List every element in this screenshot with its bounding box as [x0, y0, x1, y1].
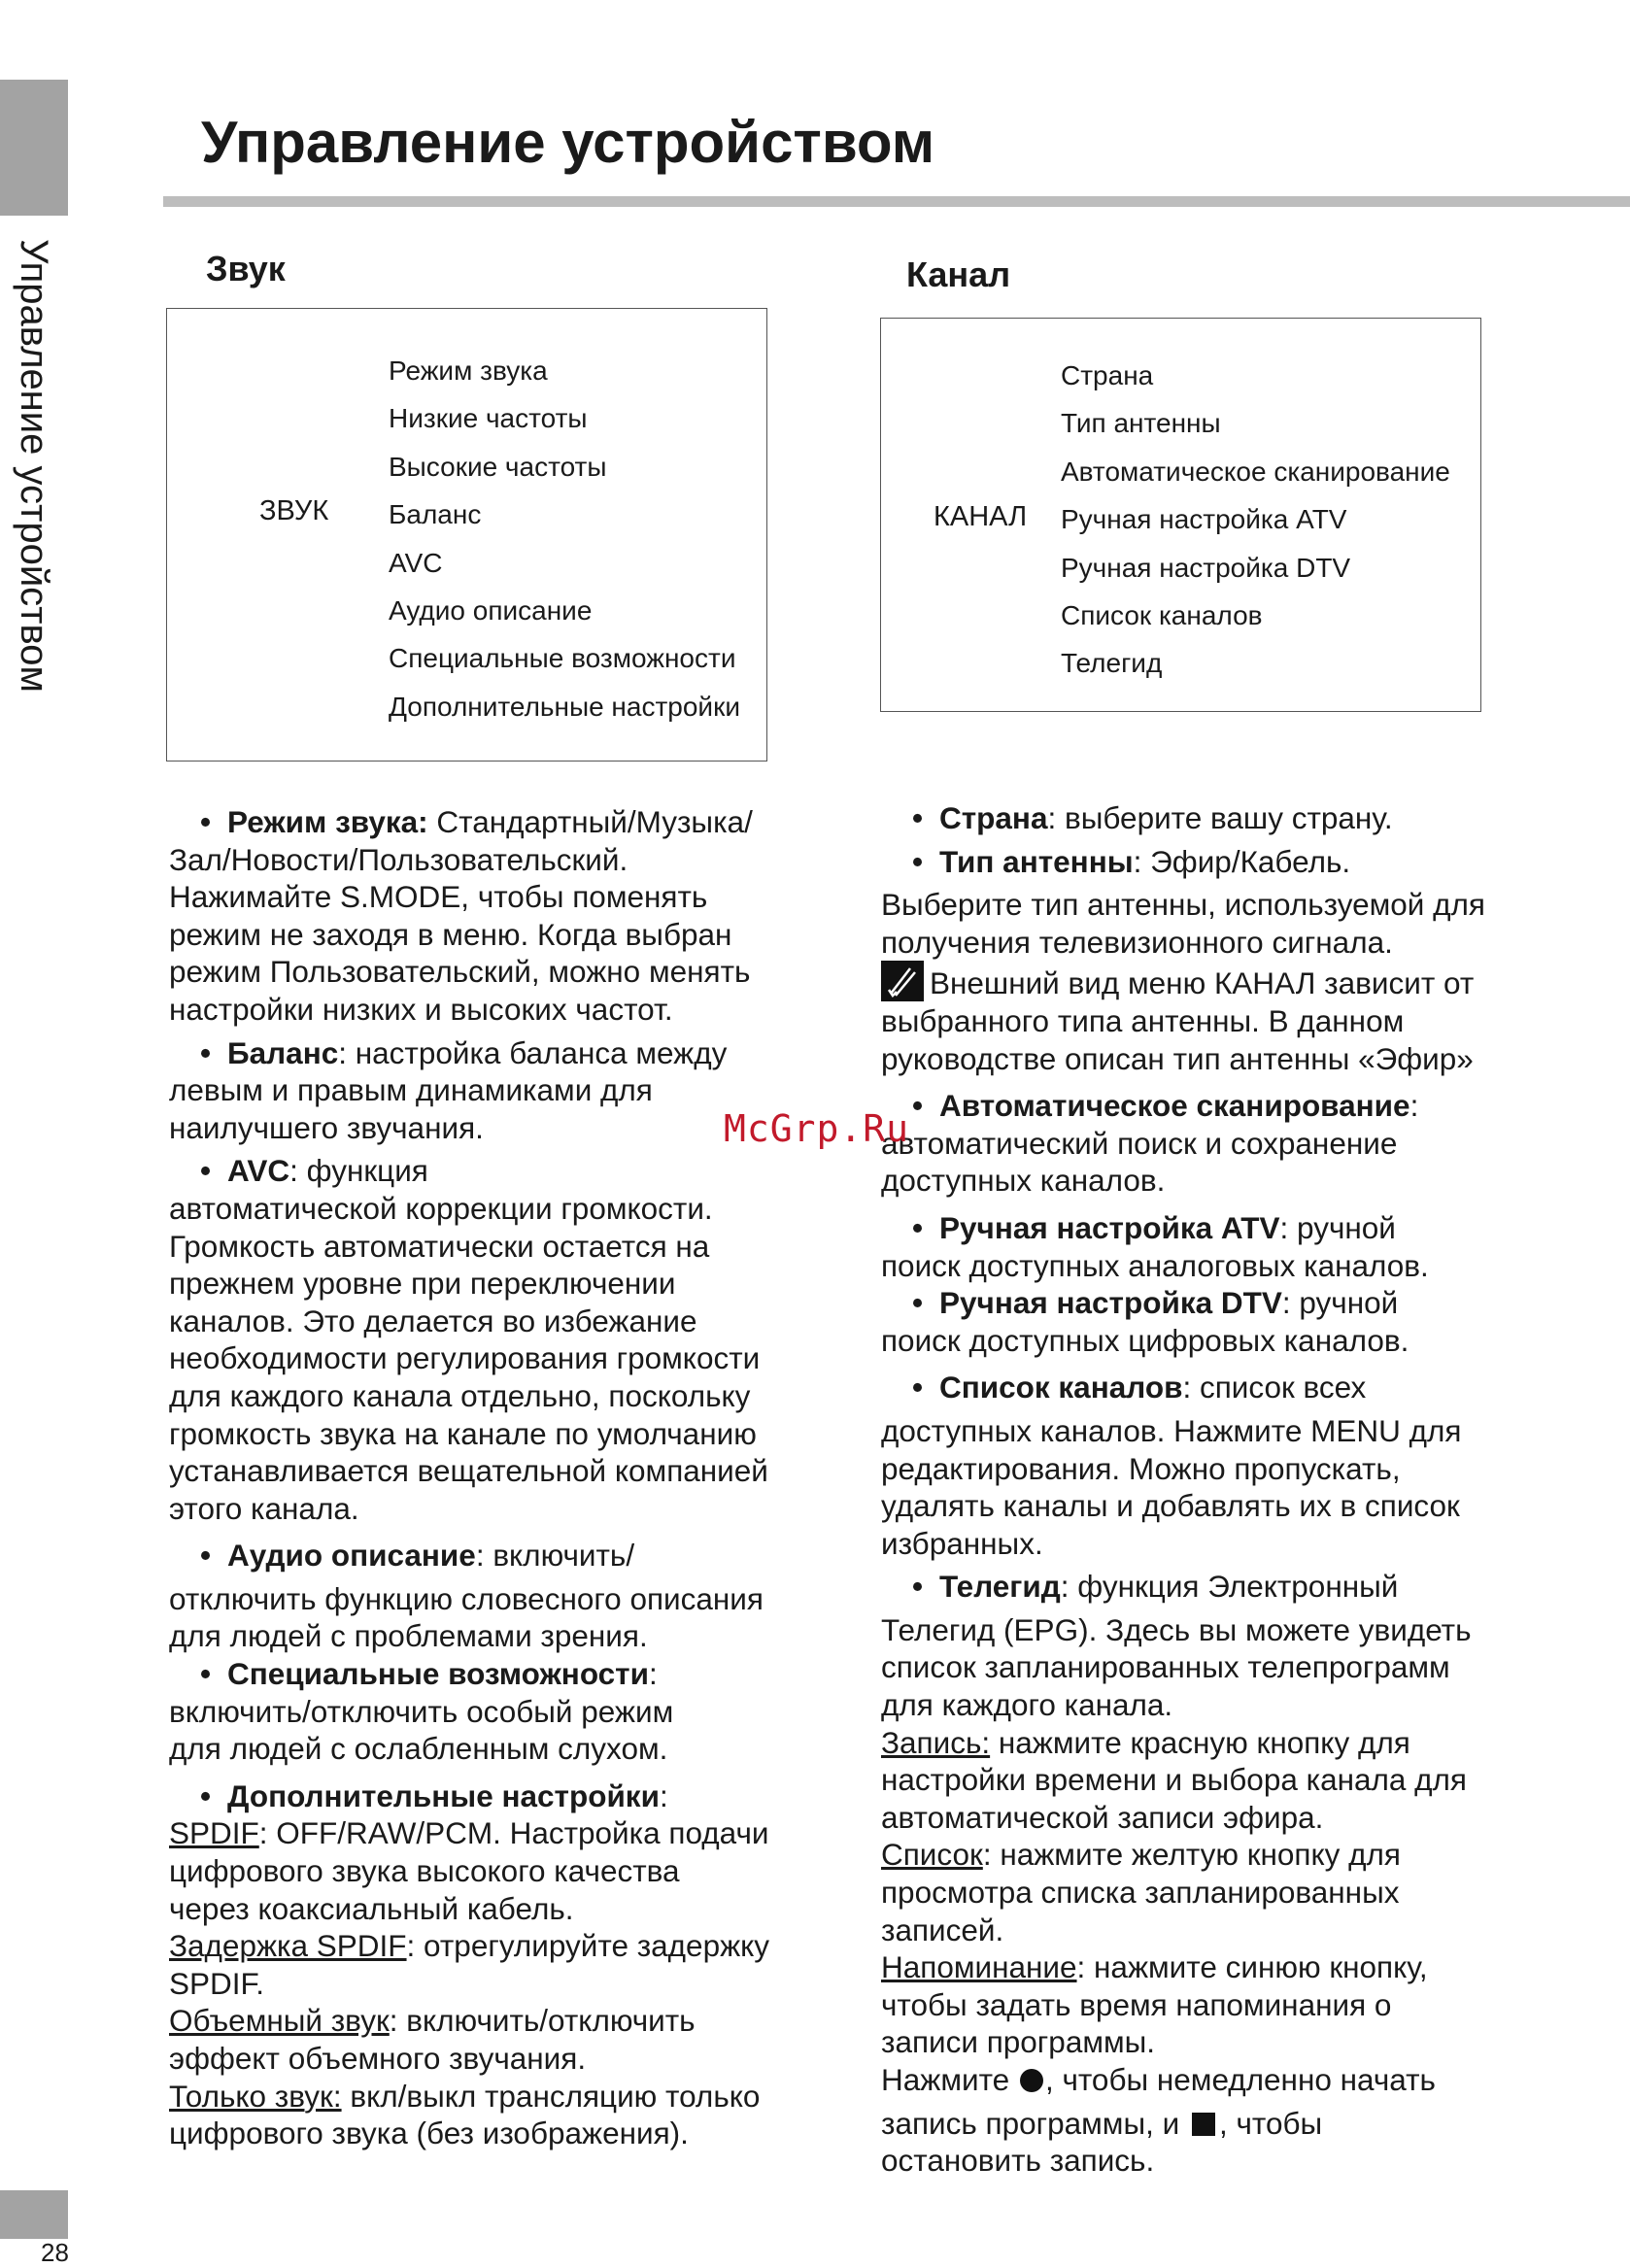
text-line: наилучшего звучания. — [169, 1109, 484, 1145]
term: Режим звука: — [227, 804, 428, 839]
term: Баланс — [227, 1034, 339, 1070]
text: : Эфир/Кабель. — [1133, 843, 1351, 879]
term: Список — [881, 1837, 983, 1873]
text: Стандартный/Музыка/ — [427, 804, 753, 839]
text-line: остановить запись. — [881, 2143, 1155, 2179]
text-line: настройки низких и высоких частот. — [169, 991, 673, 1027]
text-line: режим не заходя в меню. Когда выбран — [169, 916, 732, 952]
channel-menu-item: Тип антенны — [1061, 408, 1221, 439]
channel-menu-item: Автоматическое сканирование — [1061, 456, 1450, 487]
term: Автоматическое сканирование — [939, 1088, 1410, 1124]
note-line — [881, 961, 1580, 1002]
term: Список каналов — [939, 1370, 1183, 1405]
text-line: записи программы. — [881, 2024, 1156, 2060]
sound-menu-item: Дополнительные настройки — [389, 691, 740, 722]
sound-menu-item: Специальные возможности — [389, 643, 736, 674]
side-tab-marker — [0, 80, 68, 216]
text: : нажмите желтую кнопку для — [982, 1837, 1401, 1873]
text-line: руководстве описан тип антенны «Эфир» — [881, 1040, 1474, 1076]
text-line: Зал/Новости/Пользовательский. — [169, 841, 628, 877]
text: вкл/выкл трансляцию только — [341, 2078, 761, 2114]
text: нажмите красную кнопку для — [990, 1724, 1410, 1760]
sound-menu-list — [389, 347, 740, 730]
text-line: левым и правым динамиками для — [169, 1072, 653, 1108]
bullet-item — [169, 803, 849, 841]
sound-menu-root: ЗВУК — [259, 495, 329, 526]
stop-square-icon — [1192, 2113, 1215, 2136]
term: Объемный звук — [169, 2003, 390, 2039]
bullet-item — [169, 1537, 849, 1574]
term: Только звук: — [169, 2078, 342, 2114]
bullet-item — [881, 799, 1580, 837]
text-line: поиск доступных аналоговых каналов. — [881, 1247, 1429, 1283]
sound-menu-item: AVC — [389, 547, 443, 578]
text-line: автоматической коррекции громкости. — [169, 1190, 713, 1226]
text-line: цифрового звука высокого качества — [169, 1853, 680, 1889]
text: : функция Электронный — [1060, 1569, 1399, 1605]
channel-menu-box — [880, 318, 1481, 712]
text-line — [169, 1814, 849, 1852]
text: : список всех — [1182, 1370, 1367, 1405]
sound-menu-item: Низкие частоты — [389, 403, 588, 434]
text-line: настройки времени и выбора канала для — [881, 1762, 1467, 1798]
text-line: Громкость автоматически остается на — [169, 1228, 710, 1264]
bullet-item — [169, 1655, 849, 1693]
watermark: McGrp.Ru — [724, 1107, 910, 1150]
channel-heading: Канал — [906, 254, 1011, 294]
text-line — [169, 1927, 849, 1965]
channel-menu-item: Телегид — [1061, 648, 1163, 679]
text: : нажмите синюю кнопку, — [1076, 1949, 1428, 1985]
text-line: доступных каналов. — [881, 1163, 1166, 1199]
text: : выберите вашу страну. — [1047, 800, 1393, 835]
text-line: устанавливается вещательной компанией — [169, 1453, 768, 1489]
text-line: необходимости регулирования громкости — [169, 1340, 761, 1376]
sound-menu-item: Режим звука — [389, 355, 548, 386]
channel-menu-list — [1061, 352, 1450, 688]
text-line: Нажимайте S.MODE, чтобы поменять — [169, 879, 708, 915]
bullet-item — [881, 843, 1580, 881]
channel-description — [881, 799, 1580, 2180]
text-line: SPDIF. — [169, 1965, 265, 2001]
term: Запись: — [881, 1724, 991, 1760]
text-line: для каждого канала отдельно, поскольку — [169, 1377, 751, 1413]
text-line: выбранного типа антенны. В данном — [881, 1002, 1405, 1038]
page-title: Управление устройством — [201, 110, 935, 175]
text: : ручной — [1281, 1285, 1399, 1321]
page-number: 28 — [41, 2238, 69, 2267]
text-line: для каждого канала. — [881, 1687, 1173, 1723]
text-line — [881, 2105, 1580, 2143]
term: Напоминание — [881, 1949, 1077, 1985]
text: : включить/ — [475, 1538, 635, 1574]
text-line: режим Пользовательский, можно менять — [169, 954, 751, 990]
text-line: через коаксиальный кабель. — [169, 1890, 574, 1926]
text-line: громкость звука на канале по умолчанию — [169, 1415, 757, 1451]
channel-menu-item: Список каналов — [1061, 599, 1263, 630]
term: Ручная настройка ATV — [939, 1209, 1280, 1245]
text-line: доступных каналов. Нажмите MENU для — [881, 1412, 1462, 1448]
channel-menu-item: Страна — [1061, 360, 1154, 390]
text: : — [659, 1777, 668, 1813]
term: Аудио описание — [227, 1538, 476, 1574]
text-line: поиск доступных цифровых каналов. — [881, 1322, 1409, 1358]
text: , чтобы — [1218, 2105, 1323, 2141]
text: : отрегулируйте задержку — [406, 1928, 770, 1964]
text-line: отключить функцию словесного описания — [169, 1580, 764, 1616]
text-line: включить/отключить особый режим — [169, 1693, 674, 1729]
term: Телегид — [939, 1569, 1061, 1605]
text: : OFF/RAW/PCM. Настройка подачи — [258, 1815, 769, 1851]
text-line: для людей с проблемами зрения. — [169, 1618, 648, 1654]
text: : включить/отключить — [389, 2003, 696, 2039]
term: Задержка SPDIF — [169, 1928, 407, 1964]
text: : ручной — [1279, 1209, 1396, 1245]
sound-heading: Звук — [206, 249, 286, 288]
text-line: Выберите тип антенны, используемой для — [881, 887, 1485, 923]
bullet-item — [881, 1568, 1580, 1606]
bullet-item — [881, 1284, 1580, 1322]
text: Нажмите — [881, 2062, 1018, 2097]
channel-menu-item: Ручная настройка ATV — [1061, 504, 1347, 535]
side-section-title: Управление устройством — [13, 239, 55, 694]
term: Тип антенны — [939, 843, 1134, 879]
text-line: получения телевизионного сигнала. — [881, 924, 1393, 960]
channel-menu-item: Ручная настройка DTV — [1061, 552, 1351, 583]
text-line: для людей с ослабленным слухом. — [169, 1731, 668, 1767]
page-number-tab — [0, 2190, 68, 2239]
text-line: автоматической записи эфира. — [881, 1799, 1324, 1835]
text-line: каналов. Это делается во избежание — [169, 1303, 697, 1338]
bullet-item — [169, 1777, 849, 1815]
text-line — [881, 1836, 1580, 1874]
term: Дополнительные настройки — [227, 1777, 660, 1813]
text-line: эффект объемного звучания. — [169, 2041, 587, 2076]
sound-description — [169, 803, 849, 2152]
bullet-item — [169, 1152, 849, 1190]
channel-menu-root: КАНАЛ — [934, 501, 1028, 532]
term: Ручная настройка DTV — [939, 1285, 1282, 1321]
text-line — [169, 2078, 849, 2116]
record-circle-icon — [1020, 2069, 1043, 2092]
bullet-item — [881, 1209, 1580, 1247]
text-line — [881, 1948, 1580, 1986]
text: Внешний вид меню КАНАЛ зависит от — [930, 965, 1475, 1001]
text-line: чтобы задать время напоминания о — [881, 1986, 1392, 2022]
text-line — [881, 1724, 1580, 1762]
text-line: прежнем уровне при переключении — [169, 1266, 676, 1302]
text: : — [1409, 1088, 1419, 1124]
bullet-item — [881, 1087, 1580, 1125]
term: AVC — [227, 1153, 290, 1189]
text: : функция — [289, 1153, 428, 1189]
term: SPDIF — [169, 1815, 259, 1851]
sound-menu-item: Баланс — [389, 499, 482, 530]
text: , чтобы немедленно начать — [1044, 2062, 1436, 2097]
bullet-item — [169, 1034, 849, 1072]
title-divider — [163, 196, 1630, 207]
text-line: Телегид (EPG). Здесь вы можете увидеть — [881, 1611, 1472, 1647]
text-line: избранных. — [881, 1525, 1043, 1561]
note-icon — [881, 961, 924, 1001]
text-line: записей. — [881, 1912, 1004, 1947]
text-line — [881, 2061, 1580, 2099]
sound-menu-box — [166, 308, 767, 762]
sound-menu-item: Аудио описание — [389, 594, 593, 626]
text-line: удалять каналы и добавлять их в список — [881, 1488, 1460, 1524]
term: Страна — [939, 800, 1048, 835]
text-line — [169, 2002, 849, 2040]
text-line: этого канала. — [169, 1490, 359, 1526]
text: : — [648, 1656, 658, 1692]
text-line: редактирования. Можно пропускать, — [881, 1450, 1401, 1486]
text-line: цифрового звука (без изображения). — [169, 2116, 689, 2151]
text: : настройка баланса между — [338, 1034, 728, 1070]
text-line: список запланированных телепрограмм — [881, 1649, 1450, 1685]
term: Специальные возможности — [227, 1656, 649, 1692]
sound-menu-item: Высокие частоты — [389, 451, 607, 482]
text-line: автоматический поиск и сохранение — [881, 1125, 1398, 1161]
bullet-item — [881, 1369, 1580, 1406]
text-line: просмотра списка запланированных — [881, 1875, 1400, 1911]
text: запись программы, и — [881, 2105, 1188, 2141]
